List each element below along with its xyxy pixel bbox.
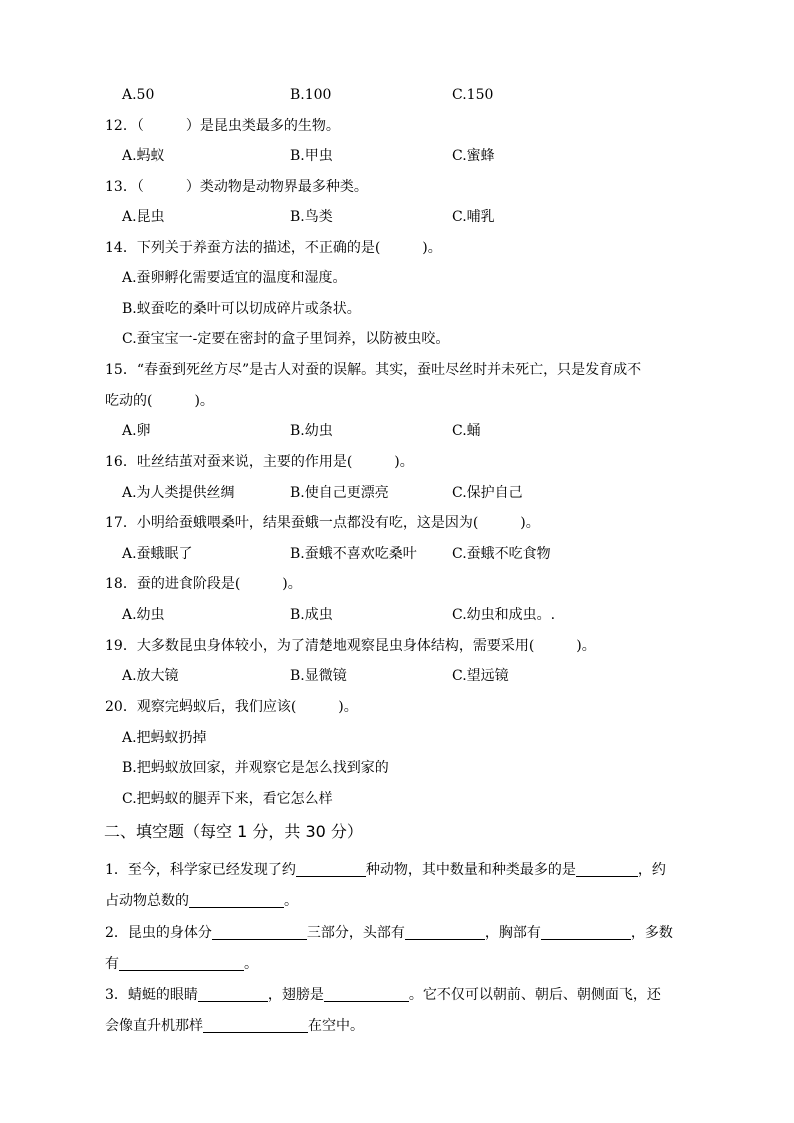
q20-option-a: A.把蚂蚁扔掉 <box>122 730 207 746</box>
fill-3-blank-2[interactable] <box>324 986 409 1002</box>
q11-option-b: B.100 <box>290 87 332 103</box>
q18-option-b: B.成虫 <box>290 607 333 623</box>
q13-option-b: B.鸟类 <box>290 209 333 225</box>
fill-1-line2 <box>105 891 298 911</box>
fill-2-text-5: 有 <box>105 956 119 972</box>
q12-option-b: B.甲虫 <box>290 148 333 164</box>
q17-option-a: A.蚕蛾眠了 <box>122 546 193 562</box>
q15-option-c: C.蛹 <box>452 423 481 439</box>
fill-2-blank-1[interactable] <box>212 924 307 940</box>
q16-option-b: B.使自己更漂亮 <box>290 485 389 501</box>
fill-3-line1 <box>105 985 661 1005</box>
fill-2-text-6: 。 <box>244 956 258 972</box>
q19-option-b: B.显微镜 <box>290 668 347 684</box>
q11-option-c: C.150 <box>452 87 494 103</box>
q17-option-c: C.蚕蛾不吃食物 <box>452 546 551 562</box>
q17-stem: 17．小明给蚕蛾喂桑叶，结果蚕蛾一点都没有吃，这是因为( )。 <box>105 515 540 531</box>
fill-1-text-1: 1．至今，科学家已经发现了约 <box>105 862 296 878</box>
q18-option-a: A.幼虫 <box>122 607 165 623</box>
fill-2-blank-2[interactable] <box>405 924 485 940</box>
q16-option-a: A.为人类提供丝绸 <box>122 485 235 501</box>
fill-3-text-4: 会像直升机那样 <box>105 1018 203 1034</box>
q14-option-b: B.蚁蚕吃的桑叶可以切成碎片或条状。 <box>122 301 361 317</box>
q15-stem-line1: 15．“春蚕到死丝方尽”是古人对蚕的误解。其实，蚕吐尽丝时并未死亡，只是发育成不 <box>105 362 642 378</box>
fill-2-text-4: ，多数 <box>630 925 673 941</box>
fill-3-blank-1[interactable] <box>198 986 268 1002</box>
q18-stem: 18．蚕的进食阶段是( )。 <box>105 576 302 592</box>
q12-stem: 12．（ ）是昆虫类最多的生物。 <box>105 118 340 134</box>
fill-3-text-1: 3．蜻蜓的眼睛 <box>105 987 198 1003</box>
fill-1-blank-3[interactable] <box>189 892 284 908</box>
q19-option-a: A.放大镜 <box>122 668 179 684</box>
fill-1-text-4: 占动物总数的 <box>105 893 189 909</box>
fill-1-blank-1[interactable] <box>296 861 366 877</box>
q15-option-b: B.幼虫 <box>290 423 333 439</box>
fill-1-line1 <box>105 860 666 880</box>
q14-option-c: C.蚕宝宝一-定要在密封的盒子里饲养，以防被虫咬。 <box>122 331 450 347</box>
q20-option-c: C.把蚂蚁的腿弄下来，看它怎么样 <box>122 791 333 807</box>
fill-1-blank-2[interactable] <box>576 861 638 877</box>
fill-2-line2 <box>105 954 258 974</box>
q20-stem: 20．观察完蚂蚁后，我们应该( )。 <box>105 699 358 715</box>
q19-option-c: C.望远镜 <box>452 668 509 684</box>
q17-option-b: B.蚕蛾不喜欢吃桑叶 <box>290 546 417 562</box>
fill-1-text-2: 种动物，其中数量和种类最多的是 <box>365 862 576 878</box>
fill-2-blank-3[interactable] <box>541 924 631 940</box>
fill-2-text-2: 三部分，头部有 <box>306 925 405 941</box>
fill-1-text-3: ，约 <box>637 862 666 878</box>
fill-3-text-3: 。它不仅可以朝前、朝后、朝侧面飞，还 <box>408 987 661 1003</box>
fill-3-text-2: ，翅膀是 <box>267 987 324 1003</box>
fill-3-text-5: 在空中。 <box>308 1018 364 1034</box>
q20-option-b: B.把蚂蚁放回家，并观察它是怎么找到家的 <box>122 760 389 776</box>
q13-option-a: A.昆虫 <box>122 209 165 225</box>
fill-1-text-5: 。 <box>284 893 298 909</box>
q12-option-a: A.蚂蚁 <box>122 148 165 164</box>
q18-option-c: C.幼虫和成虫。. <box>452 607 556 623</box>
q12-option-c: C.蜜蜂 <box>452 148 495 164</box>
q14-stem: 14．下列关于养蚕方法的描述，不正确的是( )。 <box>105 240 442 256</box>
fill-2-blank-4[interactable] <box>119 955 244 971</box>
q16-option-c: C.保护自己 <box>452 485 523 501</box>
fill-3-line2 <box>105 1016 364 1036</box>
fill-2-text-1: 2．昆虫的身体分 <box>105 925 212 941</box>
q19-stem: 19．大多数昆虫身体较小，为了清楚地观察昆虫身体结构，需要采用( )。 <box>105 638 596 654</box>
q15-stem-line2: 吃动的( )。 <box>105 393 214 409</box>
q13-stem: 13．（ ）类动物是动物界最多种类。 <box>105 179 368 195</box>
q13-option-c: C.哺乳 <box>452 209 495 225</box>
q11-option-a: A.50 <box>122 87 155 103</box>
section-heading-fill-in: 二、填空题（每空 1 分，共 30 分） <box>104 822 363 841</box>
fill-2-text-3: ，胸部有 <box>484 925 541 941</box>
fill-3-blank-3[interactable] <box>203 1017 308 1033</box>
q14-option-a: A.蚕卵孵化需要适宜的温度和湿度。 <box>122 270 347 286</box>
fill-2-line1 <box>105 923 673 943</box>
q15-option-a: A.卵 <box>122 423 151 439</box>
q16-stem: 16．吐丝结茧对蚕来说，主要的作用是( )。 <box>105 454 414 470</box>
